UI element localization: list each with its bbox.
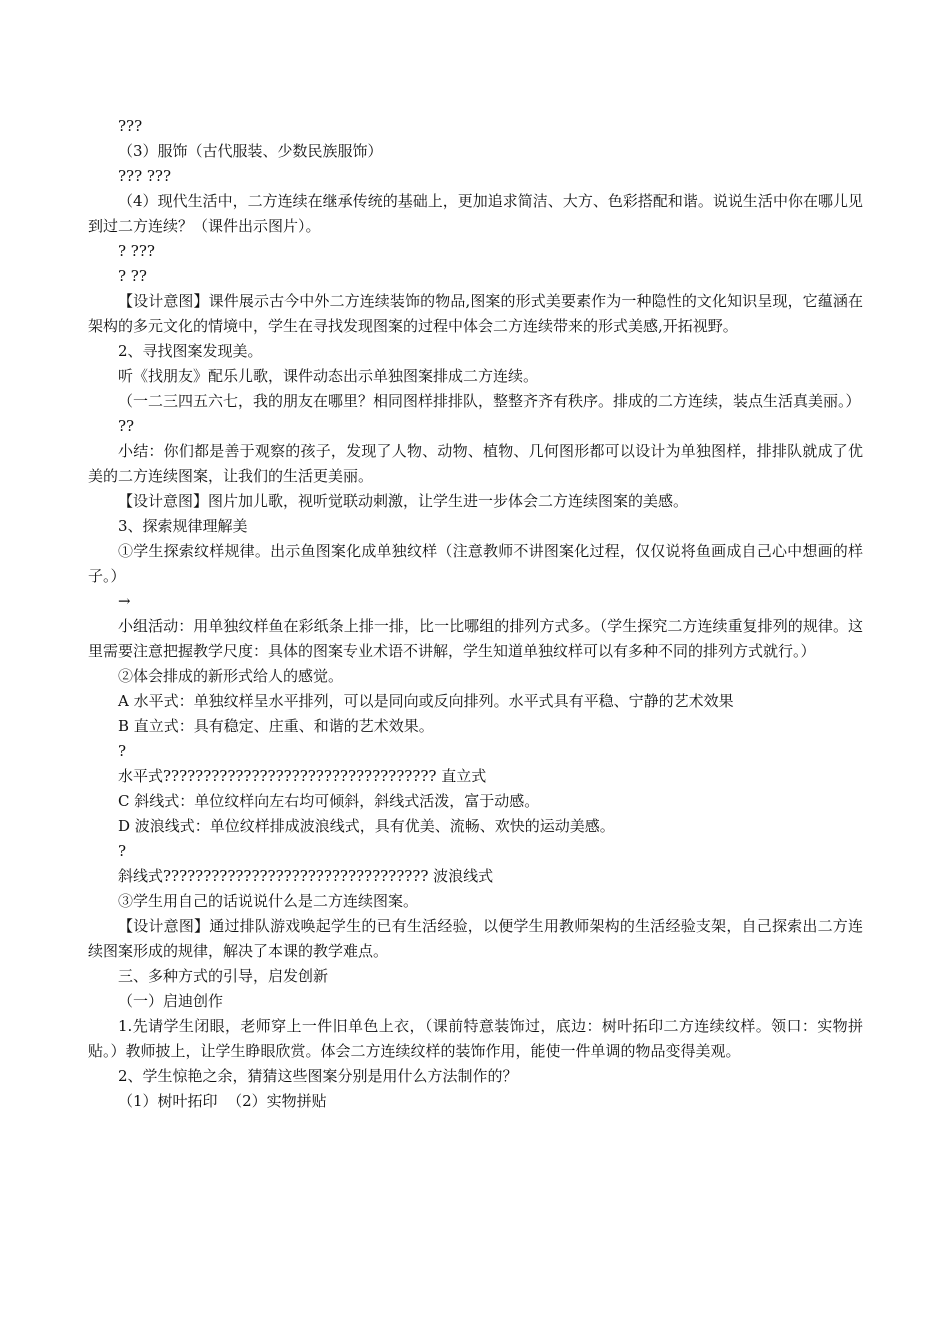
paragraph: 小结：你们都是善于观察的孩子，发现了人物、动物、植物、几何图形都可以设计为单独图样，排排队就成了优美的二方连续图案，让我们的生活更美丽。 (88, 442, 863, 485)
paragraph: （一二三四五六七，我的朋友在哪里？相同图样排排队，整整齐齐有秩序。排成的二方连续，装点生活真美丽。） (118, 392, 861, 410)
paragraph: ? ?? (118, 267, 147, 285)
image-caption: 水平式?????????????????????????????????? 直立式 (118, 767, 487, 785)
paragraph: （1）树叶拓印 （2）实物拼贴 (118, 1092, 327, 1110)
paragraph: ??? (118, 117, 143, 135)
paragraph: ?? (118, 417, 135, 435)
design-intent-paragraph: 【设计意图】图片加儿歌，视听觉联动刺激，让学生进一步体会二方连续图案的美感。 (118, 492, 689, 510)
paragraph: ①学生探索纹样规律。出示鱼图案化成单独纹样（注意教师不讲图案化过程，仅仅说将鱼画成自己心中想画的样子。） (88, 542, 863, 585)
section-heading: 三、多种方式的引导，启发创新 (118, 967, 329, 985)
design-intent-paragraph: 【设计意图】课件展示古今中外二方连续装饰的物品,图案的形式美要素作为一种隐性的文化知识呈现，它蕴涵在架构的多元文化的情境中，学生在寻找发现图案的过程中体会二方连续带来的形式美感,开拓视野。 (88, 292, 863, 335)
subsection-heading: （一）启迪创作 (118, 992, 224, 1010)
paragraph: 2、学生惊艳之余，猜猜这些图案分别是用什么方法制作的？ (118, 1067, 518, 1085)
paragraph: ②体会排成的新形式给人的感觉。 (118, 667, 344, 685)
paragraph: ? (118, 842, 127, 860)
paragraph: ? ??? (118, 242, 155, 260)
paragraph: ? (118, 742, 127, 760)
paragraph: B 直立式：具有稳定、庄重、和谐的艺术效果。 (118, 717, 434, 735)
section-heading: 3、探索规律理解美 (118, 517, 248, 535)
paragraph: 听《找朋友》配乐儿歌，课件动态出示单独图案排成二方连续。 (118, 367, 539, 385)
paragraph: （3）服饰（古代服装、少数民族服饰） (118, 142, 383, 160)
design-intent-paragraph: 【设计意图】通过排队游戏唤起学生的已有生活经验，以便学生用教师架构的生活经验支架，自己探索出二方连续图案形成的规律，解决了本课的教学难点。 (88, 917, 863, 960)
paragraph: （4）现代生活中，二方连续在继承传统的基础上，更加追求简洁、大方、色彩搭配和谐。说说生活中你在哪儿见到过二方连续？（课件出示图片）。 (88, 192, 863, 235)
paragraph: 1.先请学生闭眼，老师穿上一件旧单色上衣，（课前特意装饰过，底边：树叶拓印二方连续纹样。领口：实物拼贴。）教师披上，让学生睁眼欣赏。体会二方连续纹样的装饰作用，能使一件单调的物品变得美观。 (88, 1017, 863, 1060)
paragraph: ③学生用自己的话说说什么是二方连续图案。 (118, 892, 419, 910)
paragraph: ??? ??? (118, 167, 172, 185)
image-caption: 斜线式????????????????????????????????? 波浪线式 (118, 867, 494, 885)
paragraph: A 水平式：单独纹样呈水平排列，可以是同向或反向排列。水平式具有平稳、宁静的艺术效果 (118, 692, 734, 710)
section-heading: 2、寻找图案发现美。 (118, 342, 263, 360)
paragraph: 小组活动：用单独纹样鱼在彩纸条上排一排，比一比哪组的排列方式多。（学生探究二方连续重复排列的规律。这里需要注意把握教学尺度：具体的图案专业术语不讲解，学生知道单独纹样可以有多种不同的排列方式就行。） (88, 617, 863, 660)
paragraph: C 斜线式：单位纹样向左右均可倾斜，斜线式活泼，富于动感。 (118, 792, 540, 810)
arrow-line: → (118, 592, 131, 610)
paragraph: D 波浪线式：单位纹样排成波浪线式，具有优美、流畅、欢快的运动美感。 (118, 817, 615, 835)
document-page (88, 114, 863, 1114)
